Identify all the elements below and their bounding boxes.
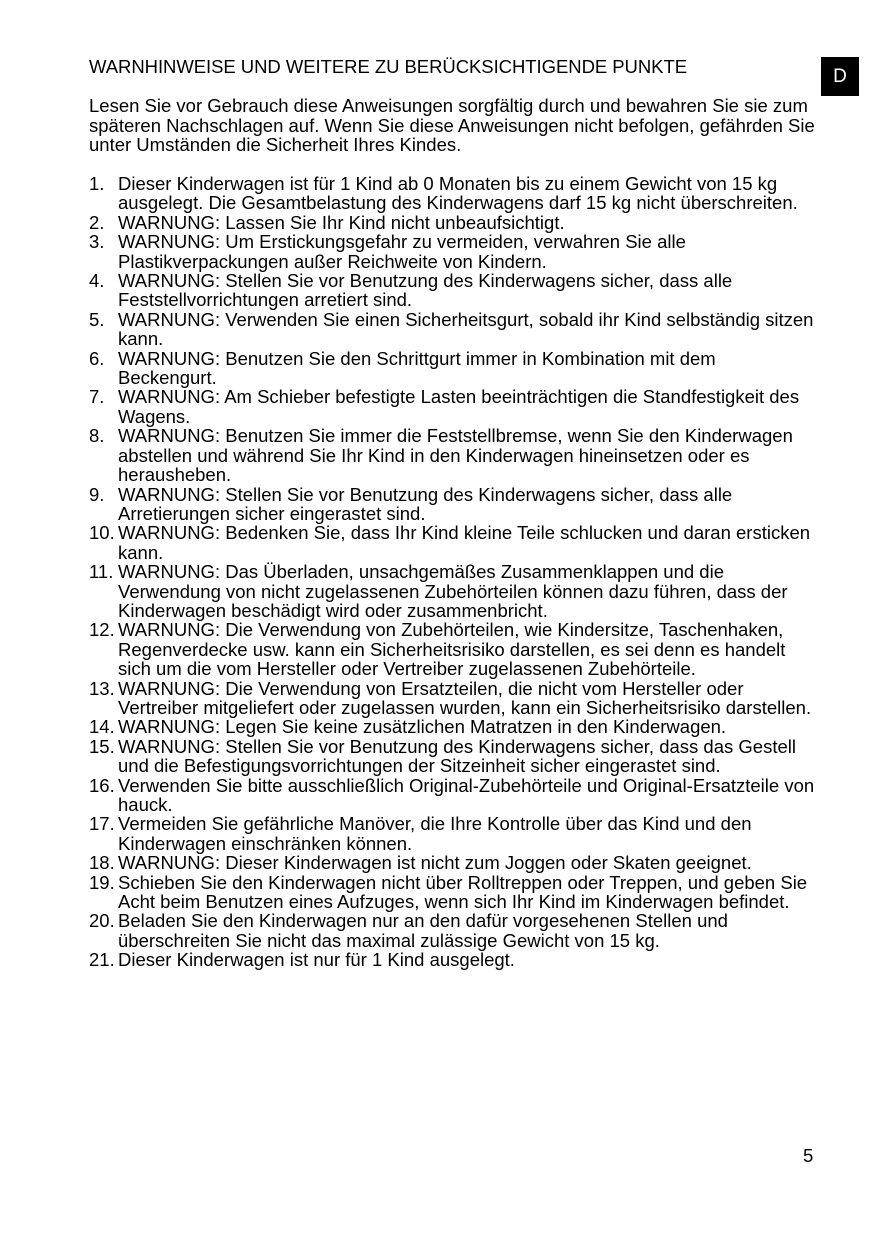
item-text: WARNUNG: Benutzen Sie den Schrittgurt immer in Kombination mit dem Beckengurt.	[118, 347, 716, 389]
item-number: 4.	[89, 270, 105, 292]
list-item	[89, 776, 819, 815]
page-number: 5	[803, 1145, 814, 1166]
list-item	[89, 950, 819, 969]
list-item	[89, 174, 819, 213]
item-text: WARNUNG: Lassen Sie Ihr Kind nicht unbeaufsichtigt.	[118, 211, 565, 233]
language-tab: D	[821, 57, 859, 96]
item-text: WARNUNG: Benutzen Sie immer die Feststellbremse, wenn Sie den Kinderwagen abstellen und während Sie Ihr Kind in den Kinderwagen hineinsetzen oder es herausheben.	[118, 425, 793, 486]
item-text: WARNUNG: Stellen Sie vor Benutzung des Kinderwagens sicher, dass das Gestell und die Befestigungsvorrichtungen der Sitzeinheit sicher eingerastet sind.	[118, 735, 796, 777]
item-number: 20.	[89, 910, 115, 932]
item-number: 15.	[89, 735, 115, 757]
warning-list	[89, 174, 819, 970]
list-item	[89, 523, 819, 562]
item-number: 5.	[89, 308, 105, 330]
item-number: 17.	[89, 813, 115, 835]
item-text: WARNUNG: Um Erstickungsgefahr zu vermeiden, verwahren Sie alle Plastikverpackungen außer Reichweite von Kindern.	[118, 231, 686, 272]
list-item	[89, 814, 819, 853]
list-item	[89, 349, 819, 388]
item-number: 10.	[89, 522, 115, 544]
item-text: Verwenden Sie bitte ausschließlich Original-Zubehörteile und Original-Ersatzteile von hauck.	[118, 774, 815, 815]
item-text: Beladen Sie den Kinderwagen nur an den dafür vorgesehenen Stellen und überschreiten Sie nicht das maximal zulässige Gewicht von 15 kg.	[118, 910, 728, 951]
item-number: 14.	[89, 716, 115, 738]
item-number: 11.	[89, 561, 114, 583]
item-number: 13.	[89, 677, 115, 699]
item-number: 9.	[89, 483, 105, 505]
item-number: 7.	[89, 386, 105, 408]
list-item	[89, 679, 819, 718]
item-number: 18.	[89, 852, 115, 874]
list-item	[89, 310, 819, 349]
item-number: 21.	[89, 949, 115, 971]
list-item	[89, 853, 819, 872]
item-number: 2.	[89, 211, 105, 233]
list-item	[89, 911, 819, 950]
item-text: WARNUNG: Verwenden Sie einen Sicherheitsgurt, sobald ihr Kind selbständig sitzen kann.	[118, 308, 814, 350]
item-number: 19.	[89, 871, 115, 893]
list-item	[89, 873, 819, 912]
list-item	[89, 213, 819, 232]
list-item	[89, 387, 819, 426]
item-text: WARNUNG: Bedenken Sie, dass Ihr Kind kleine Teile schlucken und daran ersticken kann.	[118, 522, 811, 563]
list-item	[89, 562, 819, 620]
item-text: WARNUNG: Das Überladen, unsachgemäßes Zusammenklappen und die Verwendung von nicht zugelassenen Zubehörteilen können dazu führen, dass der Kinderwagen beschädigt wird oder zusammenbricht.	[118, 561, 788, 621]
item-text: WARNUNG: Stellen Sie vor Benutzung des Kinderwagens sicher, dass alle Feststellvorrichtungen arretiert sind.	[118, 270, 733, 311]
item-number: 8.	[89, 425, 105, 447]
list-item	[89, 620, 819, 678]
intro-paragraph: Lesen Sie vor Gebrauch diese Anweisungen sorgfältig durch und bewahren Sie sie zum späteren Nachschlagen auf. Wenn Sie diese Anweisungen nicht befolgen, gefährden Sie unter Umständen die Sicherheit Ihres Kindes.	[89, 95, 815, 155]
page-title: WARNHINWEISE UND WEITERE ZU BERÜCKSICHTIGENDE PUNKTE	[89, 56, 688, 77]
item-number: 3.	[89, 231, 105, 253]
list-item	[89, 485, 819, 524]
list-item	[89, 426, 819, 484]
list-item	[89, 232, 819, 271]
list-item	[89, 717, 819, 736]
item-text: Vermeiden Sie gefährliche Manöver, die Ihre Kontrolle über das Kind und den Kinderwagen einschränken können.	[118, 813, 752, 854]
item-text: WARNUNG: Stellen Sie vor Benutzung des Kinderwagens sicher, dass alle Arretierungen sicher eingerastet sind.	[118, 483, 733, 524]
item-text: Schieben Sie den Kinderwagen nicht über Rolltreppen oder Treppen, und geben Sie Acht beim Benutzen eines Aufzuges, wenn sich Ihr Kind im Kinderwagen befindet.	[118, 871, 808, 913]
item-number: 1.	[89, 173, 105, 194]
item-text: WARNUNG: Legen Sie keine zusätzlichen Matratzen in den Kinderwagen.	[118, 716, 727, 738]
item-number: 12.	[89, 619, 115, 641]
item-text: WARNUNG: Die Verwendung von Ersatzteilen, die nicht vom Hersteller oder Vertreiber mitgeliefert oder zugelassen wurden, kann ein Sicherheitsrisiko darstellen.	[118, 677, 812, 718]
list-item	[89, 271, 819, 310]
item-text: WARNUNG: Die Verwendung von Zubehörteilen, wie Kindersitze, Taschenhaken, Regenverdecke usw. kann ein Sicherheitsrisiko darstellen, es sei denn es handelt sich um die vom Hersteller oder Vertreiber zugelassenen Zubehörteile.	[118, 619, 786, 680]
item-text: Dieser Kinderwagen ist für 1 Kind ab 0 Monaten bis zu einem Gewicht von 15 kg ausgelegt. Die Gesamtbelastung des Kinderwagens darf 15 kg nicht überschreiten.	[118, 173, 798, 214]
list-item	[89, 737, 819, 776]
item-text: WARNUNG: Dieser Kinderwagen ist nicht zum Joggen oder Skaten geeignet.	[118, 852, 752, 874]
item-number: 6.	[89, 347, 105, 369]
item-number: 16.	[89, 774, 115, 796]
item-text: WARNUNG: Am Schieber befestigte Lasten beeinträchtigen die Standfestigkeit des Wagens.	[118, 386, 800, 427]
item-text: Dieser Kinderwagen ist nur für 1 Kind ausgelegt.	[118, 949, 515, 971]
